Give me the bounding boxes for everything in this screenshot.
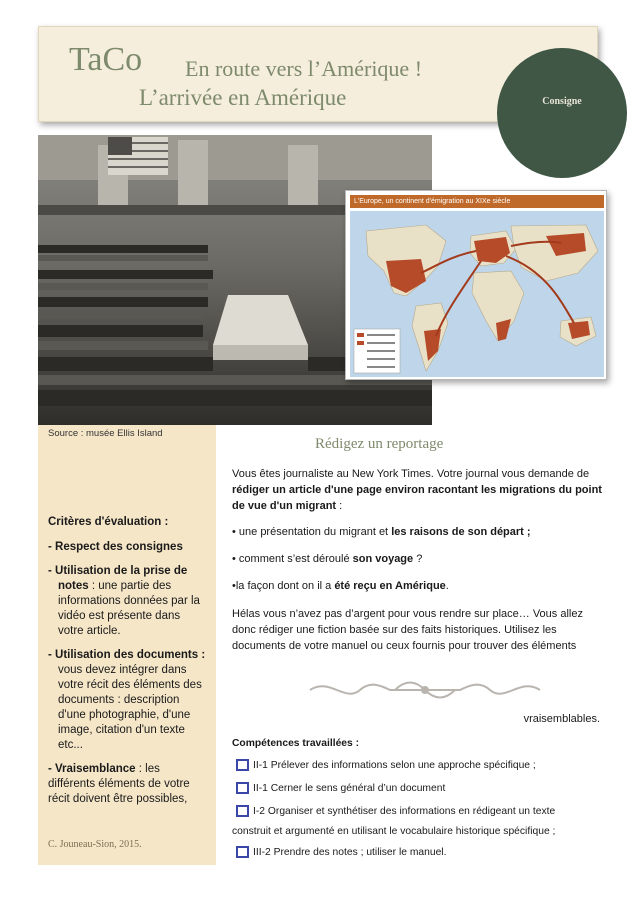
badge-label: Consigne bbox=[542, 95, 582, 107]
bullet-text-end: ? bbox=[413, 553, 423, 565]
intro-emphasis: rédiger un article d'une page environ racontant les migrations du point de vue d'un migrant bbox=[232, 484, 602, 512]
criteria-item bbox=[48, 540, 208, 555]
bullet-text: • comment s’est déroulé bbox=[232, 553, 353, 565]
checkbox[interactable] bbox=[236, 846, 249, 858]
bullet-text: •la façon dont on il a bbox=[232, 580, 335, 592]
criteria-item-text: vous devez intégrer dans votre récit des éléments des documents : description d'une photographie, d'une image, citation d'un texte etc... bbox=[58, 664, 202, 751]
criteria-title: Critères d'évaluation : bbox=[48, 516, 169, 528]
bullet-item bbox=[232, 551, 608, 567]
emigration-map bbox=[345, 190, 607, 380]
criteria-item-text: : une partie des informations données par la vidéo est présente dans votre article. bbox=[58, 580, 200, 637]
competence-item bbox=[232, 844, 608, 862]
bullet-item bbox=[232, 578, 608, 594]
page-subtitle: L’arrivée en Amérique bbox=[139, 85, 347, 110]
sidebar-criteria bbox=[38, 425, 216, 865]
criteria-item bbox=[48, 648, 208, 753]
competence-item bbox=[232, 780, 608, 798]
competence-item bbox=[232, 803, 608, 821]
competences-title: Compétences travaillées : bbox=[232, 738, 360, 749]
bullet-emphasis: son voyage bbox=[352, 553, 414, 565]
checkbox[interactable] bbox=[236, 782, 249, 794]
intro-paragraph bbox=[232, 466, 608, 514]
world-map-illustration bbox=[346, 211, 608, 381]
criteria-item-text: : les différents éléments de votre récit doivent être possibles, bbox=[48, 763, 190, 805]
bullet-text: • une présentation du migrant et bbox=[232, 526, 392, 538]
author-credit: C. Jouneau-Sion, 2015. bbox=[48, 839, 142, 850]
page-title: En route vers l’Amérique ! bbox=[185, 56, 423, 81]
competence-label: construit et argumenté en utilisant le vocabulaire historique spécifique ; bbox=[232, 826, 556, 837]
criteria-item bbox=[48, 762, 208, 807]
criteria-item-label: - Vraisemblance bbox=[48, 763, 136, 775]
brand-title: TaCo bbox=[69, 41, 143, 78]
paragraph-end: vraisemblables. bbox=[523, 713, 600, 725]
criteria-item-label: - Respect des consignes bbox=[48, 541, 183, 553]
intro-text-end: : bbox=[336, 500, 343, 512]
competence-label: I-2 Organiser et synthétiser des informations en rédigeant un texte bbox=[253, 806, 556, 817]
competence-item-continuation bbox=[232, 823, 608, 841]
consigne-badge bbox=[497, 48, 627, 178]
instruction-paragraph: Hélas vous n’avez pas d’argent pour vous rendre sur place… Vous allez donc rédiger une fiction basée sur des faits historiques. Utilisez les documents de votre manuel ou ceux fournis pour trouver des éléments bbox=[232, 608, 583, 652]
photo-source-caption: Source : musée Ellis Island bbox=[48, 428, 163, 439]
criteria-item bbox=[48, 564, 208, 639]
bullet-emphasis: été reçu en Amérique bbox=[334, 580, 446, 592]
section-heading: Rédigez un reportage bbox=[315, 436, 444, 452]
criteria-item-label: - Utilisation de la prise de notes bbox=[48, 565, 188, 592]
bullet-item bbox=[232, 524, 608, 540]
bullet-text-end: . bbox=[445, 580, 449, 592]
competence-label: III-2 Prendre des notes ; utiliser le manuel. bbox=[253, 847, 447, 858]
criteria-item-label: - Utilisation des documents : bbox=[48, 649, 206, 661]
competences-list bbox=[232, 738, 608, 862]
ornamental-divider bbox=[300, 675, 550, 705]
bullet-emphasis: les raisons de son départ ; bbox=[391, 526, 531, 538]
checkbox[interactable] bbox=[236, 759, 249, 771]
competence-label: II-1 Cerner le sens général d’un document bbox=[253, 783, 446, 794]
map-title: L'Europe, un continent d'émigration au XIXe siècle bbox=[350, 195, 604, 208]
competence-label: II-1 Prélever des informations selon une approche spécifique ; bbox=[253, 760, 536, 771]
competence-item bbox=[232, 757, 608, 775]
checkbox[interactable] bbox=[236, 805, 249, 817]
intro-text: Vous êtes journaliste au New York Times. Votre journal vous demande de bbox=[232, 468, 590, 480]
evaluation-criteria bbox=[48, 515, 208, 816]
